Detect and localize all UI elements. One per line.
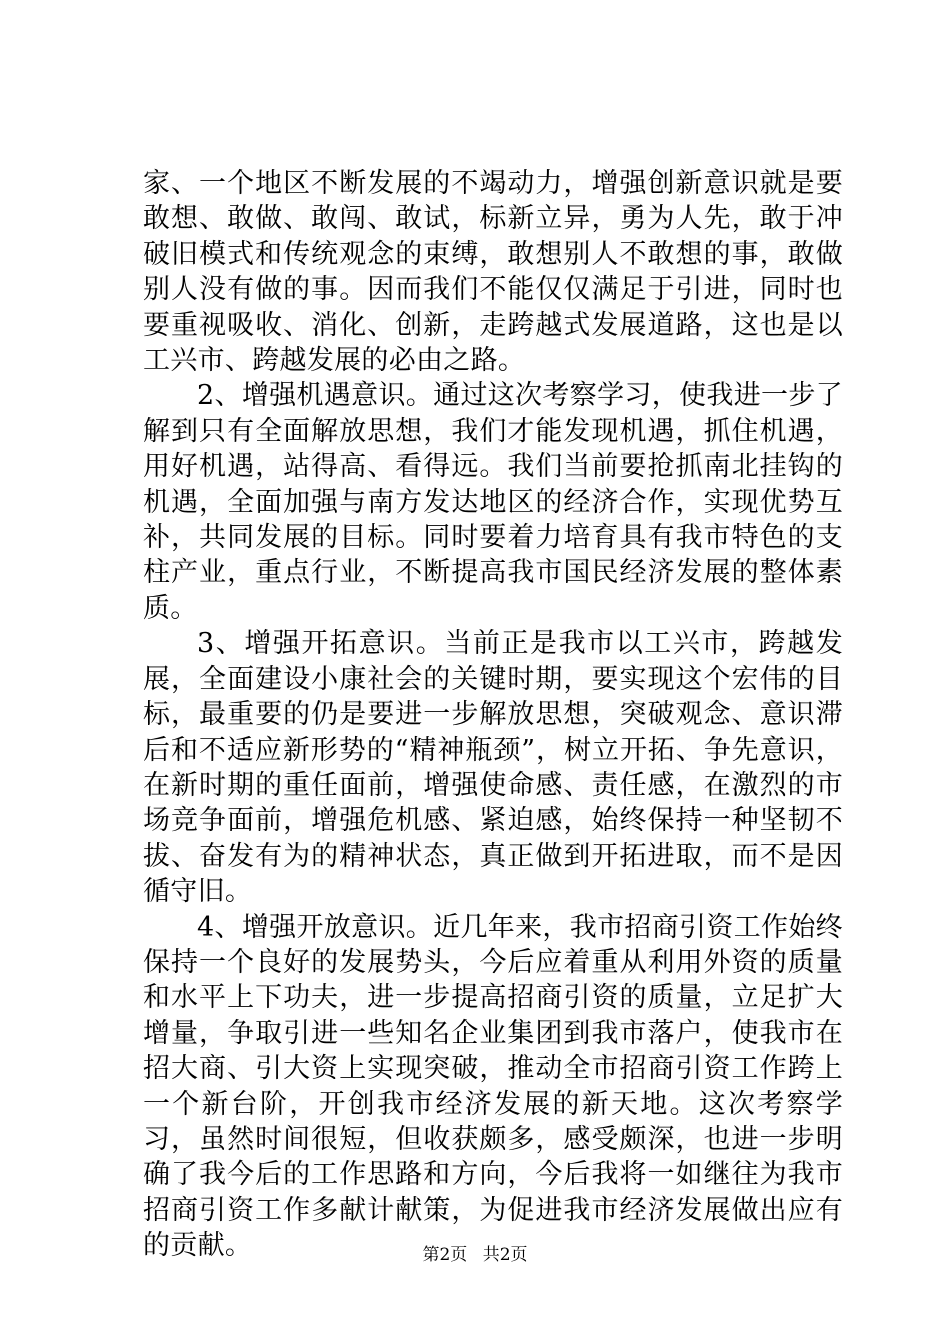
total-pages: 共2页 <box>482 1245 528 1265</box>
paragraph-continuation: 家、一个地区不断发展的不竭动力，增强创新意识就是要敢想、敢做、敢闯、敢试，标新立异，勇为人先，敢于冲破旧模式和传统观念的束缚，敢想别人不敢想的事，敢做别人没有做的事。因而我们不能仅仅满足于引进，同时也要重视吸收、消化、创新，走跨越式发展道路，这也是以工兴市、跨越发展的必由之路。 <box>143 168 843 377</box>
page-footer <box>0 1243 950 1267</box>
page-number: 第2页 <box>422 1245 468 1265</box>
paragraph-opportunity-awareness: 2、增强机遇意识。通过这次考察学习，使我进一步了解到只有全面解放思想，我们才能发现机遇，抓住机遇，用好机遇，站得高、看得远。我们当前要抢抓南北挂钩的机遇，全面加强与南方发达地区的经济合作，实现优势互补，共同发展的目标。同时要着力培育具有我市特色的支柱产业，重点行业，不断提高我市国民经济发展的整体素质。 <box>143 380 843 624</box>
paragraph-openness-awareness: 4、增强开放意识。近几年来，我市招商引资工作始终保持一个良好的发展势头，今后应着重从利用外资的质量和水平上下功夫，进一步提高招商引资的质量，立足扩大增量，争取引进一些知名企业集团到我市落户，使我市在招大商、引大资上实现突破，推动全市招商引资工作跨上一个新台阶，开创我市经济发展的新天地。这次考察学习，虽然时间很短，但收获颇多，感受颇深，也进一步明确了我今后的工作思路和方向，今后我将一如继往为我市招商引资工作多献计献策，为促进我市经济发展做出应有的贡献。 <box>143 911 843 1262</box>
paragraph-pioneering-awareness: 3、增强开拓意识。当前正是我市以工兴市，跨越发展，全面建设小康社会的关键时期，要实现这个宏伟的目标，最重要的仍是要进一步解放思想，突破观念、意识滞后和不适应新形势的“精神瓶颈”，树立开拓、争先意识，在新时期的重任面前，增强使命感、责任感，在激烈的市场竞争面前，增强危机感、紧迫感，始终保持一种坚韧不拔、奋发有为的精神状态，真正做到开拓进取，而不是因循守旧。 <box>143 628 843 908</box>
document-body <box>143 166 843 1264</box>
